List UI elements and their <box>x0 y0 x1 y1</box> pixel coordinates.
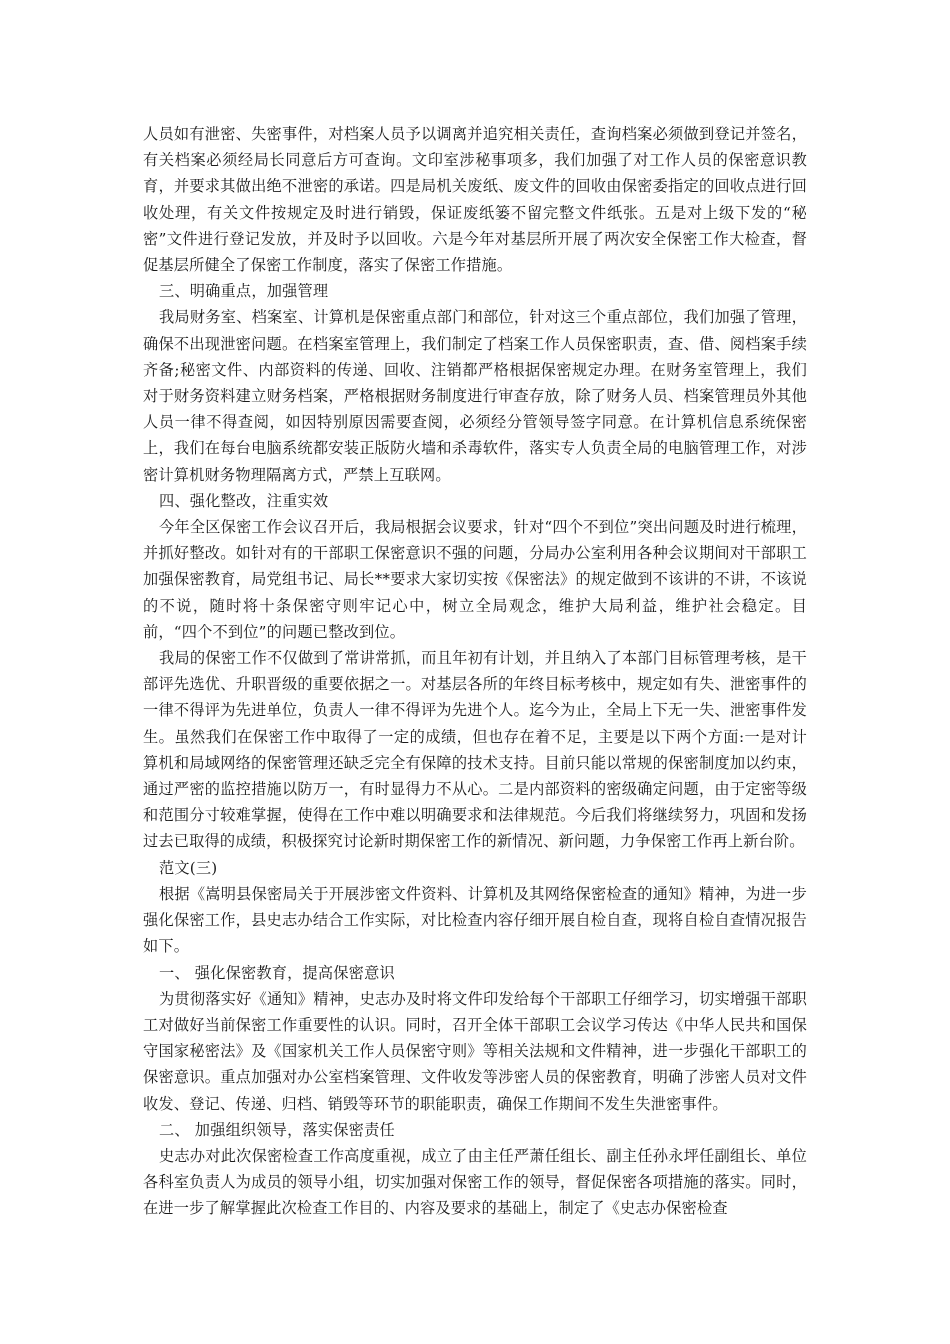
section-heading-1: 一、 强化保密教育，提高保密意识 <box>159 963 395 982</box>
paragraph-leadership: 史志办对此次保密检查工作高度重视，成立了由主任严萧任组长、副主任孙永坪任副组长、单位各科室负责人为成员的领导小组，切实加强对保密工作的领导，督促保密各项措施的落实。同时，在进一步了解掌握此次检查工作目的、内容及要求的基础上，制定了《史志办保密检查 <box>143 1146 807 1218</box>
paragraph-rectification: 今年全区保密工作会议召开后，我局根据会议要求，针对“四个不到位”突出问题及时进行梳理，并抓好整改。如针对有的干部职工保密意识不强的问题，分局办公室利用各种会议期间对干部职工加强保密教育，局党组书记、局长**要求大家切实按《保密法》的规定做到不该讲的不讲，不该说的不说，随时将十条保密守则牢记心中，树立全局观念，维护大局利益，维护社会稳定。目前，“四个不到位”的问题已整改到位。 <box>143 518 807 641</box>
section-heading-2: 二、 加强组织领导，落实保密责任 <box>159 1120 395 1139</box>
paragraph-education: 为贯彻落实好《通知》精神，史志办及时将文件印发给每个干部职工仔细学习，切实增强干部职工对做好当前保密工作重要性的认识。同时，召开全体干部职工会议学习传达《中华人民共和国保守国家秘密法》及《国家机关工作人员保密守则》等相关法规和文件精神，进一步强化干部职工的保密意识。重点加强对办公室档案管理、文件收发等涉密人员的保密教育，明确了涉密人员对文件收发、登记、传递、归档、销毁等环节的职能职责，确保工作期间不发生失泄密事件。 <box>143 989 807 1113</box>
paragraph-continued: 人员如有泄密、失密事件，对档案人员予以调离并追究相关责任，查询档案必须做到登记并签名，有关档案必须经局长同意后方可查询。文印室涉秘事项多，我们加强了对工作人员的保密意识教育，并要求其做出绝不泄密的承诺。四是局机关废纸、废文件的回收由保密委指定的回收点进行回收处理，有关文件按规定及时进行销毁，保证废纸篓不留完整文件纸张。五是对上级下发的“秘密”文件进行登记发放，并及时予以回收。六是今年对基层所开展了两次安全保密工作大检查，督促基层所健全了保密工作制度，落实了保密工作措施。 <box>143 125 807 275</box>
paragraph-key-departments: 我局财务室、档案室、计算机是保密重点部门和部位，针对这三个重点部位，我们加强了管理，确保不出现泄密问题。在档案室管理上，我们制定了档案工作人员保密职责，查、借、阅档案手续齐备;秘密文件、内部资料的传递、回收、注销都严格根据保密规定办理。在财务室管理上，我们对于财务资料建立财务档案，严格根据财务制度进行审查存放，除了财务人员、档案管理员外其他人员一律不得查阅，如因特别原因需要查阅，必须经分管领导签字同意。在计算机信息系统保密上，我们在每台电脑系统都安装正版防火墙和杀毒软件，落实专人负责全局的电脑管理工作，对涉密计算机财务物理隔离方式，严禁上互联网。 <box>143 308 807 484</box>
document-body <box>143 121 807 1222</box>
sample-title-3: 范文(三) <box>159 858 218 877</box>
paragraph-intro: 根据《嵩明县保密局关于开展涉密文件资料、计算机及其网络保密检查的通知》精神，为进一步强化保密工作，县史志办结合工作实际，对比检查内容仔细开展自检自查，现将自检自查情况报告如下。 <box>143 884 807 956</box>
section-heading-4: 四、强化整改，注重实效 <box>159 491 329 510</box>
paragraph-summary: 我局的保密工作不仅做到了常讲常抓，而且年初有计划，并且纳入了本部门目标管理考核，是干部评先选优、升职晋级的重要依据之一。对基层各所的年终目标考核中，规定如有失、泄密事件的一律不得评为先进单位，负责人一律不得评为先进个人。迄今为止，全局上下无一失、泄密事件发生。虽然我们在保密工作中取得了一定的成绩，但也存在着不足，主要是以下两个方面:一是对计算机和局域网络的保密管理还缺乏完全有保障的技术支持。目前只能以常规的保密制度加以约束，通过严密的监控措施以防万一，有时显得力不从心。二是内部资料的密级确定问题，由于定密等级和范围分寸较难掌握，使得在工作中难以明确要求和法律规范。今后我们将继续努力，巩固和发扬过去已取得的成绩，积极探究讨论新时期保密工作的新情况、新问题，力争保密工作再上新台阶。 <box>143 649 807 851</box>
section-heading-3: 三、明确重点，加强管理 <box>159 282 329 301</box>
